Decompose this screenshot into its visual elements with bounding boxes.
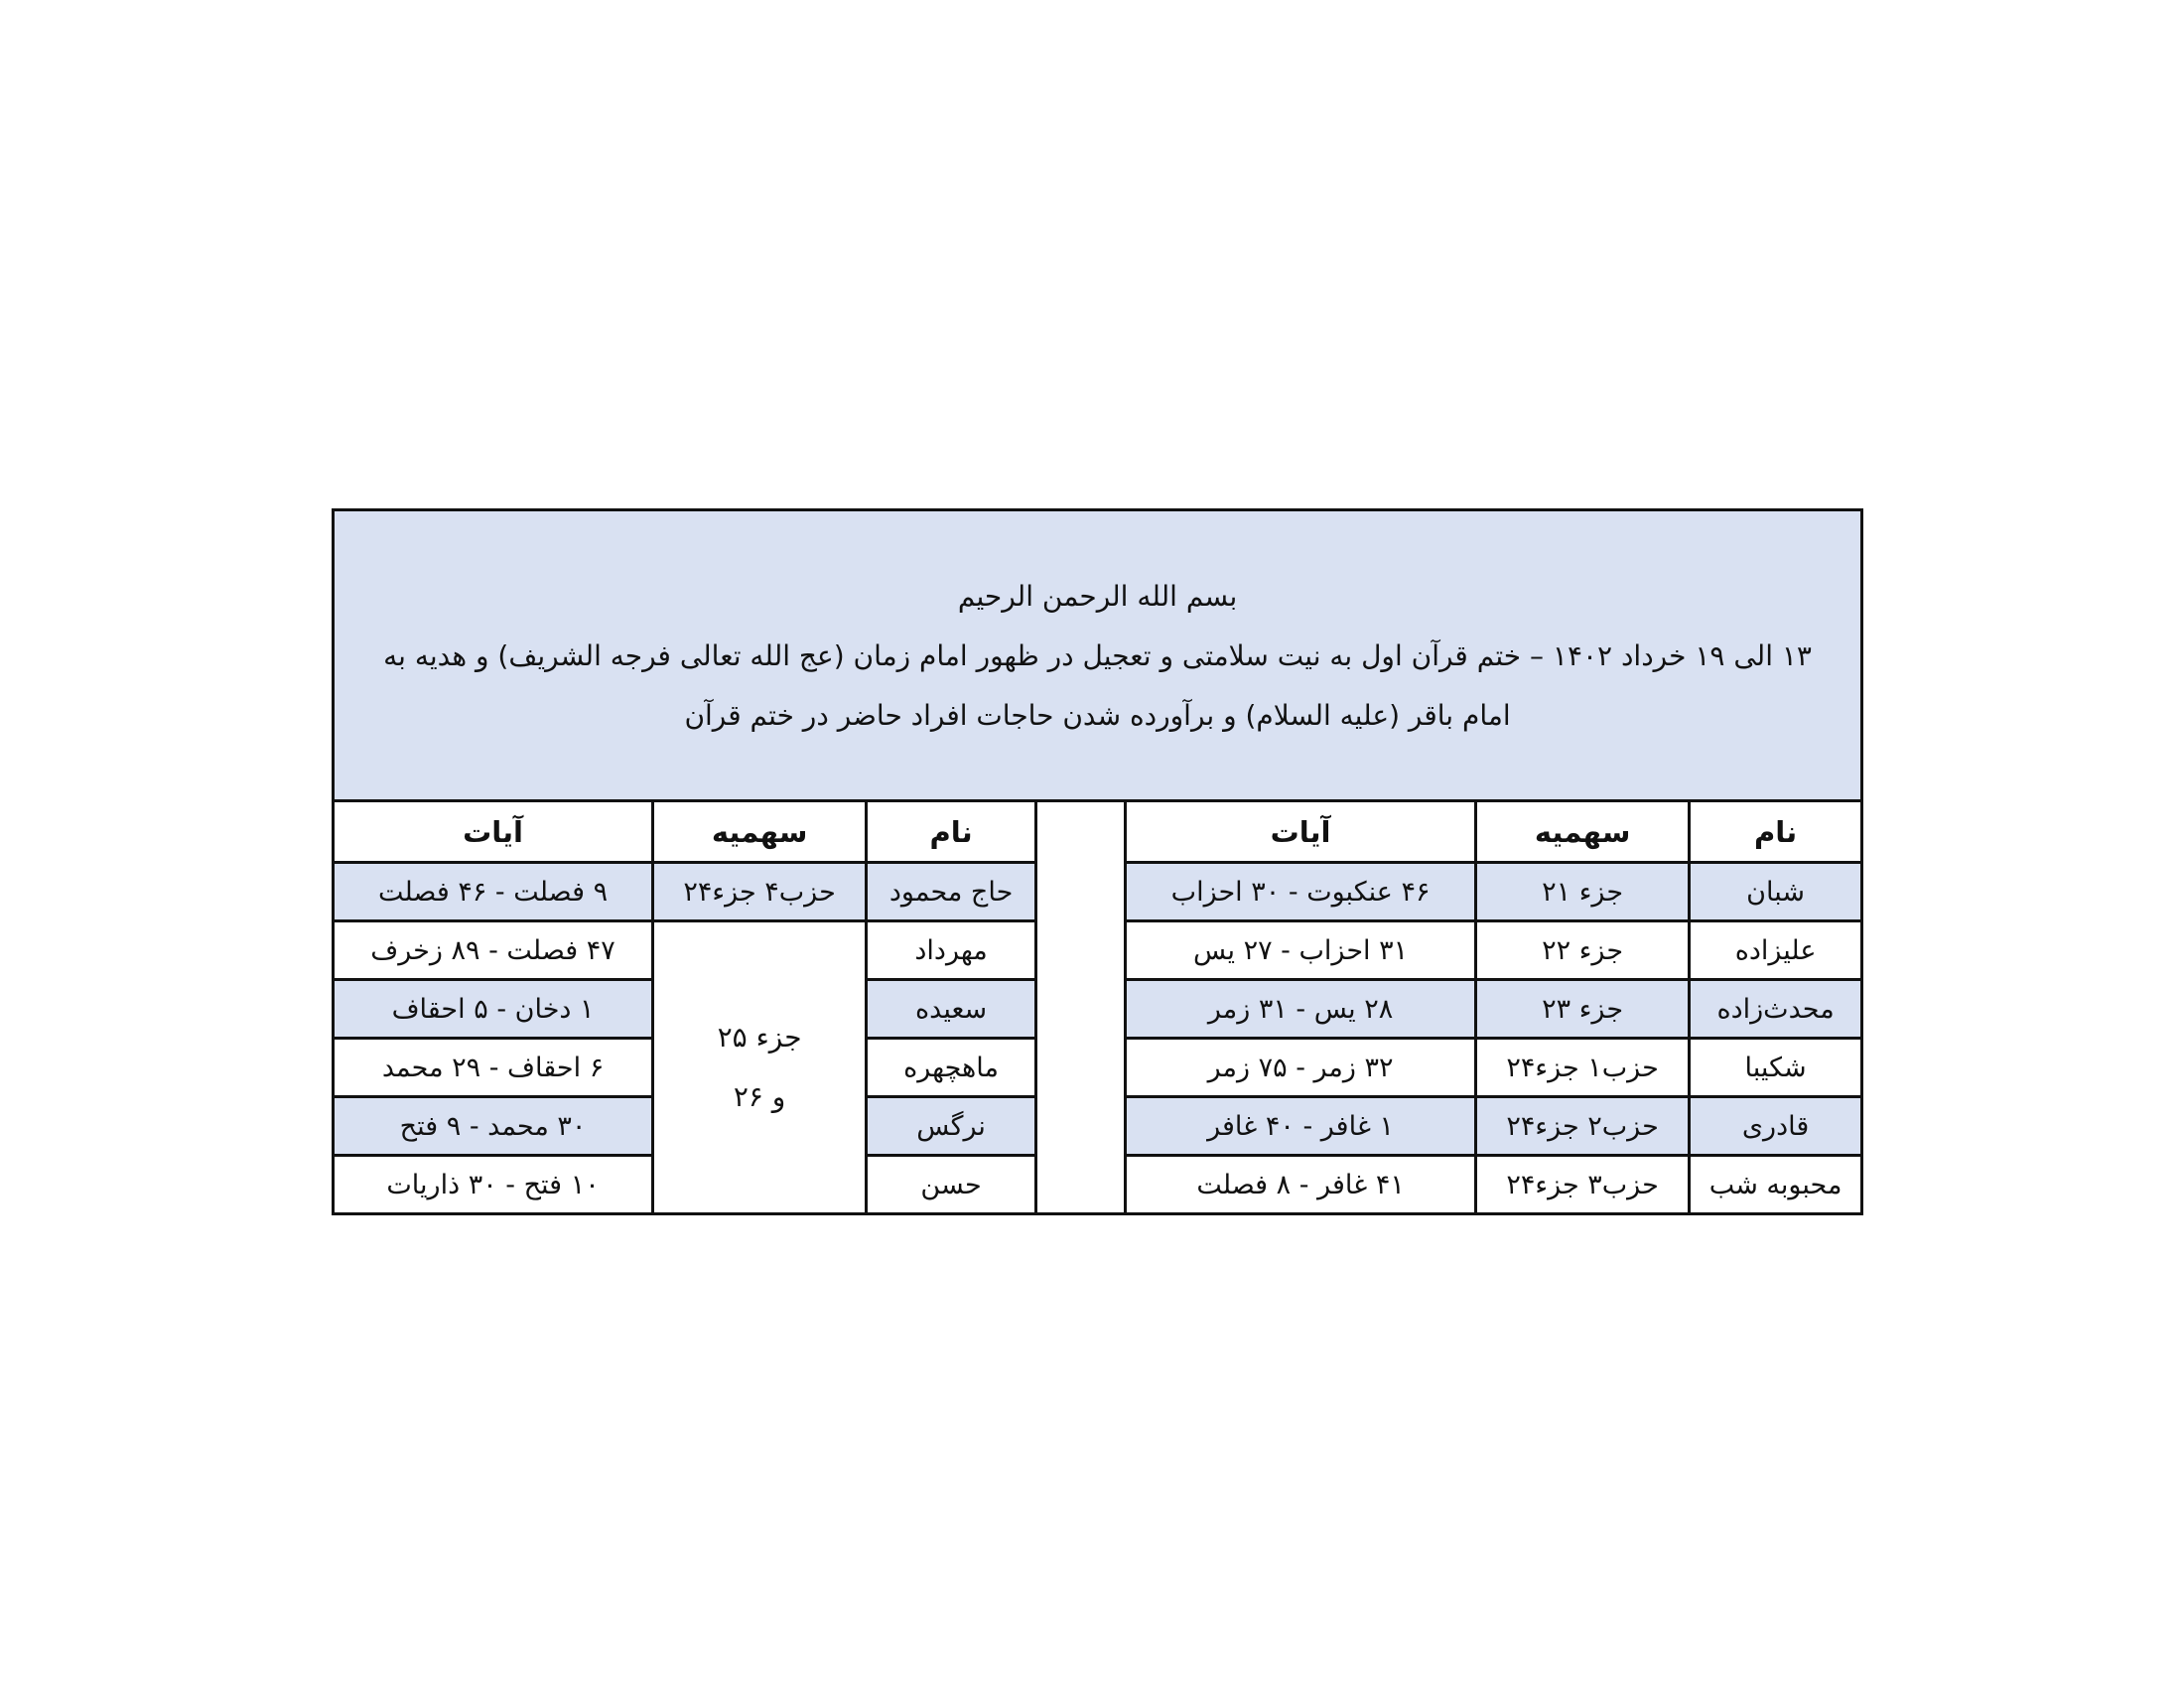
verses-cell: ۳۰ محمد - ۹ فتح xyxy=(334,1097,653,1156)
name-cell: محبوبه شب xyxy=(1690,1156,1862,1214)
name-cell: ماهچهره xyxy=(867,1039,1036,1097)
separator-column xyxy=(1036,801,1126,1214)
name-cell: سعیده xyxy=(867,980,1036,1039)
col-verses-left: آیات xyxy=(334,801,653,863)
col-share-left: سهمیه xyxy=(653,801,867,863)
name-cell: مهرداد xyxy=(867,921,1036,980)
name-cell: حسن xyxy=(867,1156,1036,1214)
name-cell: حاج محمود xyxy=(867,863,1036,921)
share-cell: جزء ۲۳ xyxy=(1476,980,1690,1039)
col-name-right: نام xyxy=(1690,801,1862,863)
basmala: بسم الله الرحمن الرحیم xyxy=(957,580,1238,613)
verses-cell: ۹ فصلت - ۴۶ فصلت xyxy=(334,863,653,921)
verses-cell: ۱ دخان - ۵ احقاف xyxy=(334,980,653,1039)
khatm-description: ۱۳ الی ۱۹ خرداد ۱۴۰۲ – ختم قرآن اول به نیت سلامتی و تعجیل در ظهور امام زمان (عج الله تعالی فرجه الشریف) و هدیه به امام باقر (علیه السلام) و برآورده شدن حاجات افراد حاضر در ختم قرآن xyxy=(383,639,1812,732)
merged-share-cell xyxy=(653,921,867,1214)
verses-cell: ۱ غافر - ۴۰ غافر xyxy=(1126,1097,1476,1156)
name-cell: قادری xyxy=(1690,1097,1862,1156)
verses-cell: ۳۱ احزاب - ۲۷ یس xyxy=(1126,921,1476,980)
share-cell: جزء ۲۱ xyxy=(1476,863,1690,921)
name-cell: شبان xyxy=(1690,863,1862,921)
share-cell: حزب۳ جزء۲۴ xyxy=(1476,1156,1690,1214)
name-cell: شکیبا xyxy=(1690,1039,1862,1097)
name-cell: نرگس xyxy=(867,1097,1036,1156)
verses-cell: ۴۷ فصلت - ۸۹ زخرف xyxy=(334,921,653,980)
share-cell: جزء ۲۲ xyxy=(1476,921,1690,980)
merged-share-line2: و ۲۶ xyxy=(733,1080,786,1113)
col-verses-right: آیات xyxy=(1126,801,1476,863)
share-cell: حزب۴ جزء۲۴ xyxy=(653,863,867,921)
share-cell: حزب۲ جزء۲۴ xyxy=(1476,1097,1690,1156)
verses-cell: ۳۲ زمر - ۷۵ زمر xyxy=(1126,1039,1476,1097)
share-cell: حزب۱ جزء۲۴ xyxy=(1476,1039,1690,1097)
title-row xyxy=(334,510,1862,801)
verses-cell: ۲۸ یس - ۳۱ زمر xyxy=(1126,980,1476,1039)
khatm-schedule-table xyxy=(332,508,1863,1215)
column-header-row xyxy=(334,801,1862,863)
name-cell: علیزاده xyxy=(1690,921,1862,980)
verses-cell: ۴۱ غافر - ۸ فصلت xyxy=(1126,1156,1476,1214)
khatm-table-container xyxy=(332,508,1860,1215)
verses-cell: ۱۰ فتح - ۳۰ ذاریات xyxy=(334,1156,653,1214)
verses-cell: ۶ احقاف - ۲۹ محمد xyxy=(334,1039,653,1097)
table-header xyxy=(334,510,1862,801)
col-share-right: سهمیه xyxy=(1476,801,1690,863)
name-cell: محدث‌زاده xyxy=(1690,980,1862,1039)
col-name-left: نام xyxy=(867,801,1036,863)
merged-share-line1: جزء ۲۵ xyxy=(717,1021,802,1054)
verses-cell: ۴۶ عنکبوت - ۳۰ احزاب xyxy=(1126,863,1476,921)
